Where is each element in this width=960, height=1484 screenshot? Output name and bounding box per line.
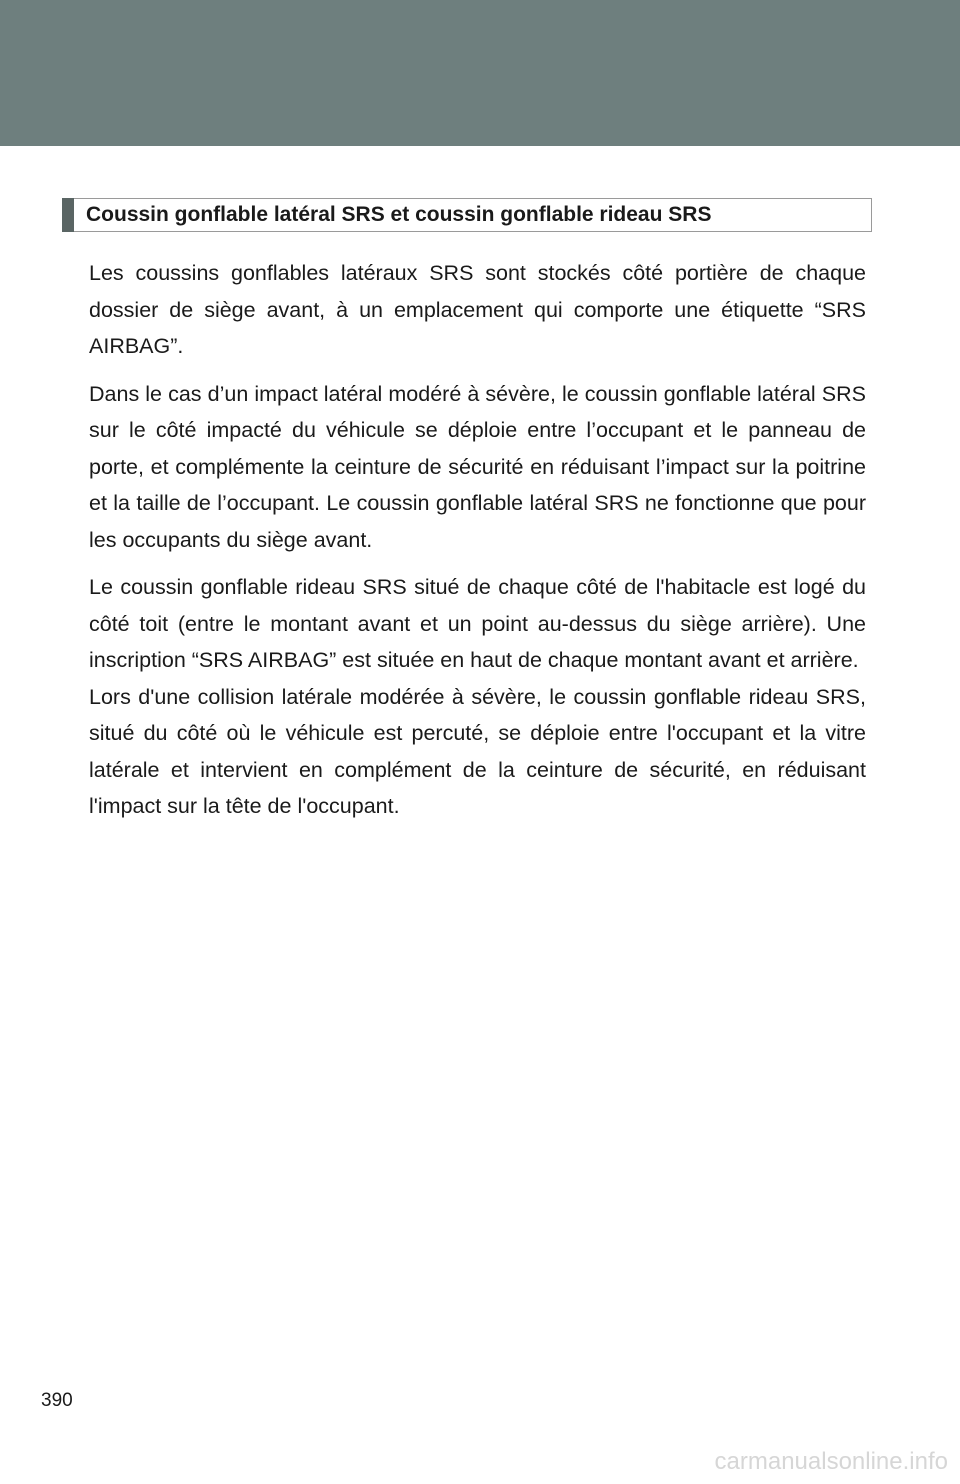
- page-number: 390: [41, 1390, 73, 1411]
- body-text: [89, 255, 866, 825]
- heading-accent-bar: [62, 198, 74, 232]
- paragraph-side-airbag-location: Les coussins gonflables latéraux SRS sont stockés côté portière de chaque dossier de siège avant, à un emplacement qui comporte une étiquette “SRS AIRBAG”.: [89, 261, 866, 358]
- header-band: [0, 0, 960, 146]
- paragraph-curtain-airbag-deploy: Lors d'une collision latérale modérée à sévère, le coussin gonflable rideau SRS, situé du côté où le véhicule est percuté, se déploie entre l'occupant et la vitre latérale et intervient en complément de la ceinture de sécurité, en réduisant l'impact sur la tête de l'occupant.: [89, 684, 866, 818]
- paragraph-side-airbag-deploy: Dans le cas d’un impact latéral modéré à sévère, le coussin gonflable latéral SRS sur le côté impacté du véhicule se déploie entre l’occupant et le panneau de porte, et complémente la ceinture de sécurité en réduisant l’impact sur la poitrine et la taille de l’occupant. Le coussin gonflable latéral SRS ne fonctionne que pour les occupants du siège avant.: [89, 381, 866, 552]
- watermark: carmanualsonline.info: [714, 1448, 948, 1475]
- paragraph-curtain-airbag-location: Le coussin gonflable rideau SRS situé de chaque côté de l'habitacle est logé du côté toit (entre le montant avant et un point au-dessus du siège arrière). Une inscription “SRS AIRBAG” est située en haut de chaque montant avant et arrière.: [89, 575, 866, 672]
- section-heading: [62, 198, 872, 232]
- section-heading-text: Coussin gonflable latéral SRS et coussin gonflable rideau SRS: [86, 203, 712, 226]
